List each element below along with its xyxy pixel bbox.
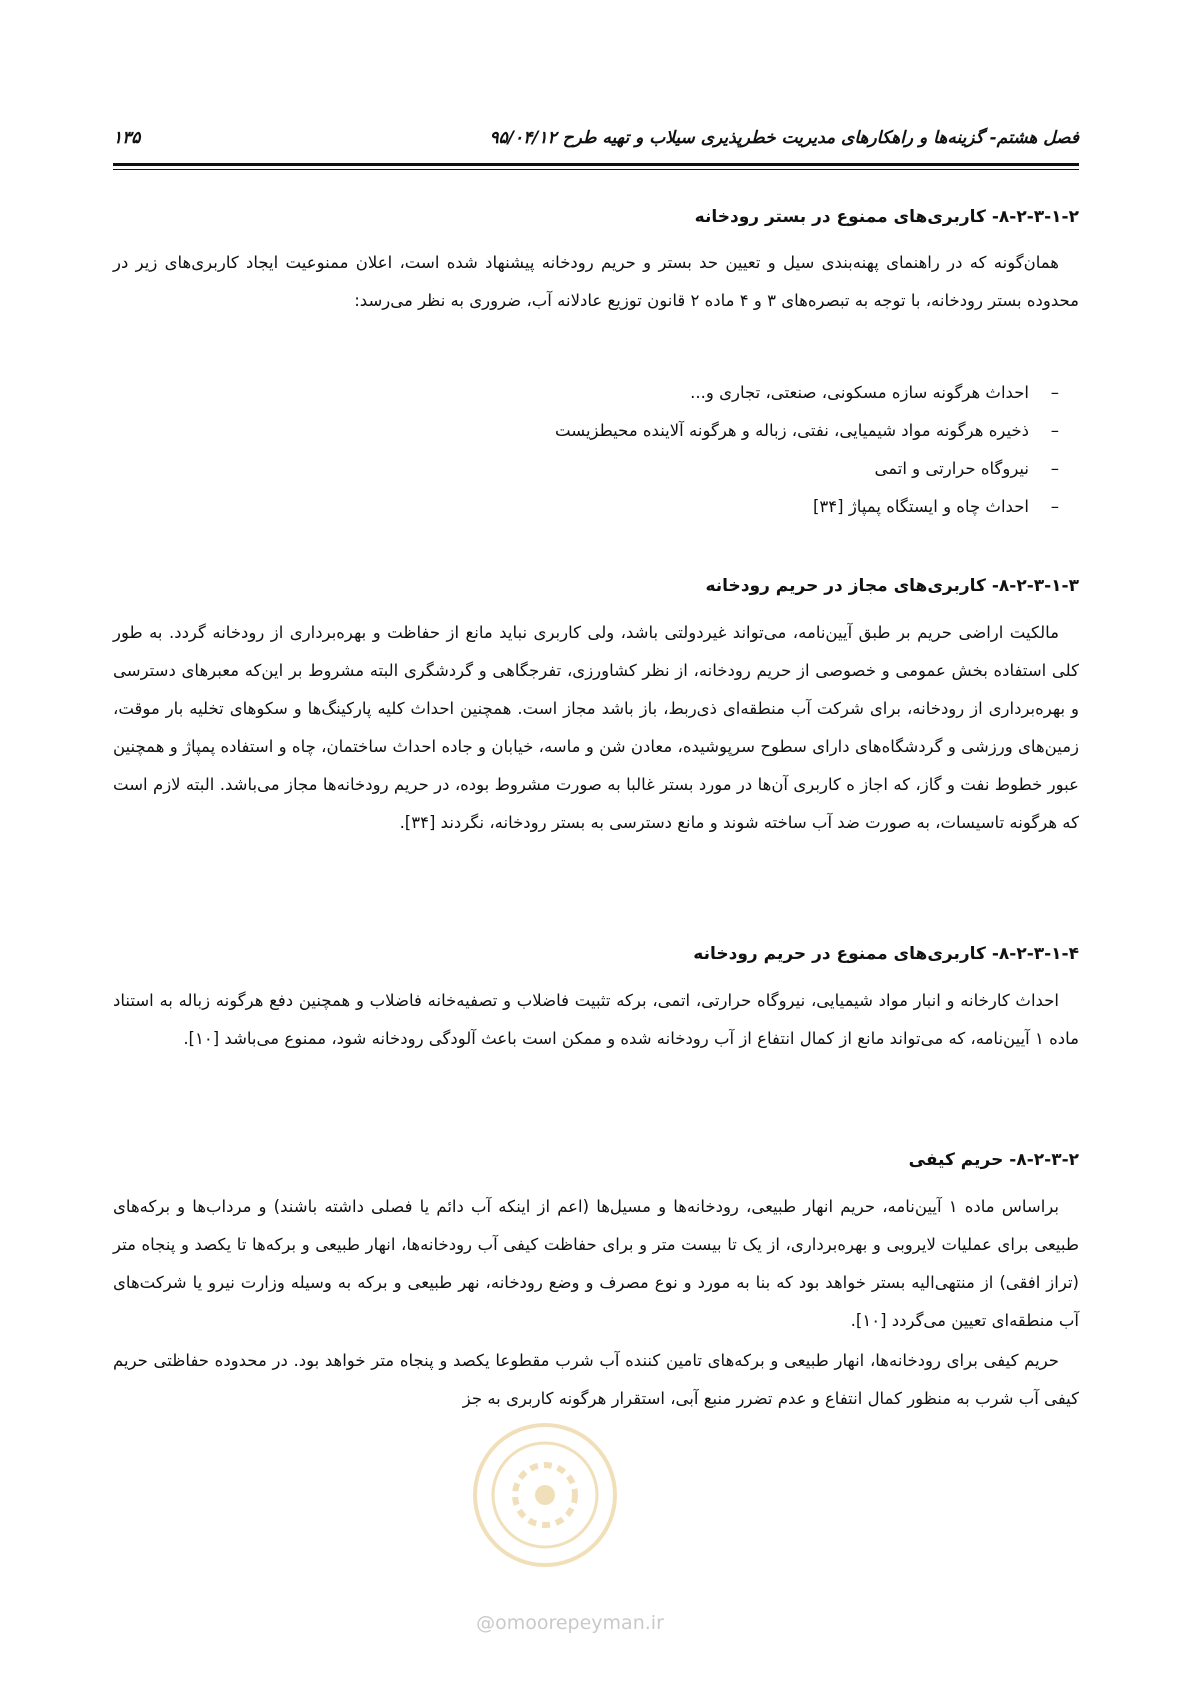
bullet-list [177,374,1077,526]
page-header [113,128,1079,152]
paragraph-text: همان‌گونه که در راهنمای پهنه‌بندی سیل و تعیین حد بستر و حریم رودخانه پیشنهاد شده است، اعلان ممنوعیت ایجاد کاربری‌های زیر در محدوده بستر رودخانه، با توجه به تبصره‌های ۳ و ۴ ماده ۲ قانون توزیع عادلانه آب، ضروری به نظر می‌رسد: [113,253,1079,310]
seal-logo-icon [470,1420,620,1570]
chapter-title: فصل هشتم- گزینه‌ها و راهکارهای مدیریت خطرپذیری سیلاب و تهیه طرح ۹۵/۰۴/۱۲ [489,128,1079,148]
section-heading: ۸-۲-۳-۱-۳- کاربری‌های مجاز در حریم رودخانه [705,576,1079,596]
en-dash-icon: – [1050,421,1059,440]
list-item-text: احداث هرگونه سازه مسکونی، صنعتی، تجاری و... [690,383,1029,402]
section-paragraph [113,982,1079,1058]
list-item [177,412,1077,450]
section-heading: ۸-۲-۳-۲- حریم کیفی [908,1150,1079,1170]
list-item [177,450,1077,488]
list-item-text: احداث چاه و ایستگاه پمپاژ [۳۴] [812,497,1029,516]
list-item [177,488,1077,526]
list-item-text: ذخیره هرگونه مواد شیمیایی، نفتی، زباله و هرگونه آلاینده محیطزیست [555,421,1029,440]
page-number: ۱۳۵ [113,128,141,148]
header-rule-thick [113,163,1079,166]
paragraph-text: براساس ماده ۱ آیین‌نامه، حریم انهار طبیعی، رودخانه‌ها و مسیل‌ها (اعم از اینکه آب دائم یا فصلی داشته باشند) و مرداب‌ها و برکه‌های طبیعی برای عملیات لایروبی و بهره‌برداری، از یک تا بیست متر و برای حفاظت کیفی آب رودخانه‌ها، انهار طبیعی و برکه‌ها تا یکصد و پنجاه متر (تراز افقی) از منتهی‌الیه بستر خواهد بود که بنا به مورد و نوع مصرف و وضع رودخانه، نهر طبیعی و برکه به وسیله وزارت نیرو یا شرکت‌های آب منطقه‌ای تعیین می‌گردد [۱۰]. [113,1197,1079,1330]
paragraph-text: حریم کیفی برای رودخانه‌ها، انهار طبیعی و برکه‌های تامین کننده آب شرب مقطوعا یکصد و پنجاه متر خواهد بود. در محدوده حفاظتی حریم کیفی آب شرب به منظور کمال انتفاع و عدم تضرر منبع آبی، استقرار هرگونه کاربری به جز [113,1351,1079,1408]
en-dash-icon: – [1050,383,1059,402]
list-item-text: نیروگاه حرارتی و اتمی [874,459,1029,478]
section-paragraph [113,614,1079,842]
list-item [177,374,1077,412]
section-heading: ۸-۲-۳-۱-۲- کاربری‌های ممنوع در بستر رودخانه [694,207,1079,227]
watermark-text: @omoorepeyman.ir [476,1612,664,1634]
en-dash-icon: – [1050,459,1059,478]
section-paragraph [113,244,1079,320]
section-heading: ۸-۲-۳-۱-۴- کاربری‌های ممنوع در حریم رودخانه [693,944,1079,964]
section-paragraph [113,1342,1079,1418]
paragraph-text: احداث کارخانه و انبار مواد شیمیایی، نیروگاه حرارتی، اتمی، برکه تثبیت فاضلاب و تصفیه‌خانه فاضلاب و همچنین دفع هرگونه زباله به استناد ماده ۱ آیین‌نامه، که می‌تواند مانع از کمال انتفاع از آب رودخانه شده و ممکن است باعث آلودگی رودخانه شود، ممنوع می‌باشد [۱۰]. [113,991,1079,1048]
header-rule-thin [113,169,1079,170]
section-paragraph [113,1188,1079,1340]
en-dash-icon: – [1050,497,1059,516]
paragraph-text: مالکیت اراضی حریم بر طبق آیین‌نامه، می‌تواند غیردولتی باشد، ولی کاربری نباید مانع از حفاظت و بهره‌برداری از رودخانه گردد. به طور کلی استفاده بخش عمومی و خصوصی از حریم رودخانه، از نظر کشاورزی، تفرجگاهی و گردشگری البته مشروط بر این‌که معبرهای دسترسی و بهره‌برداری از رودخانه، برای شرکت آب منطقه‌ای ذی‌ربط، باز باشد مجاز است. همچنین احداث کلیه پارکینگ‌ها و سکوهای تخلیه بار موقت، زمین‌های ورزشی و گردشگاه‌های دارای سطوح سرپوشیده، معادن شن و ماسه، خیابان و جاده احداث ساختمان، چاه و استفاده پمپاژ و همچنین عبور خطوط نفت و گاز، که اجاز ه کاربری آن‌ها در مورد بستر غالبا به صورت مشروط بوده، در حریم رودخانه‌ها مجاز می‌باشد. البته لازم است که هرگونه تاسیسات، به صورت ضد آب ساخته شوند و مانع دسترسی به بستر رودخانه، نگردند [۳۴]. [113,623,1079,832]
